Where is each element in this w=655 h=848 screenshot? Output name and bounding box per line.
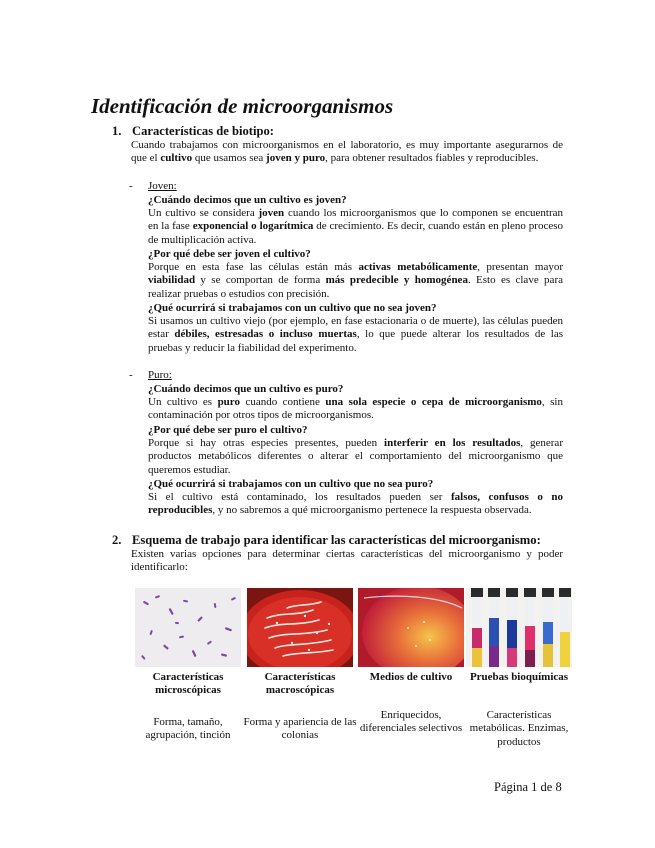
bullet-joven: - Joven:: [129, 180, 177, 192]
answer: Un cultivo se considera joven cuando los microorganismos que lo componen se encuentran en la fase exponencial o logarítmica de crecimiento. Es decir, cuando están en pleno proceso de multiplicación activa.: [148, 207, 564, 246]
question: ¿Por qué debe ser puro el cultivo?: [148, 424, 308, 436]
page-title: Identificación de microorganismos: [91, 94, 394, 118]
answer: Si usamos un cultivo viejo (por ejemplo, en fase estacionaria o de muerte), las células pueden estar débiles, estresadas o incluso muertas, lo que puede alterar los resultados de las pruebas y reducir la fiabilidad del experimento.: [148, 315, 563, 354]
section-1-number: 1.: [112, 124, 122, 138]
answer: Porque si hay otras especies presentes, pueden interferir en los resultados, generar productos metabólicos diferentes o alterar el comportamiento del microorganismo que queremos estudiar.: [148, 437, 563, 476]
section-1-heading: [112, 124, 274, 139]
biochemical-tubes-image: [466, 588, 572, 667]
question: ¿Cuándo decimos que un cultivo es puro?: [148, 383, 344, 395]
question: ¿Por qué debe ser joven el cultivo?: [148, 248, 311, 260]
answer: Un cultivo es puro cuando contiene una sola especie o cepa de microorganismo, sin contaminación por otros tipos de microorganismos.: [148, 396, 563, 422]
bullet-puro-label: Puro:: [148, 369, 172, 381]
card-description: Forma y apariencia de las colonias: [243, 716, 357, 742]
question: ¿Qué ocurrirá si trabajamos con un cultivo que no sea puro?: [148, 478, 434, 490]
question: ¿Qué ocurrirá si trabajamos con un cultivo que no sea joven?: [148, 302, 437, 314]
card-culture-media: [358, 588, 464, 735]
card-biochemical: [466, 588, 572, 748]
microscopy-stain-image: [135, 588, 241, 667]
section-2-heading: [112, 533, 541, 548]
card-description: Características metabólicas. Enzimas, productos: [469, 709, 569, 748]
section-2-number: 2.: [112, 533, 122, 547]
question: ¿Cuándo decimos que un cultivo es joven?: [148, 194, 347, 206]
page-number: Página 1 de 8: [494, 780, 562, 794]
bullet-puro: - Puro:: [129, 369, 172, 381]
card-description: Forma, tamaño, agrupación, tinción: [145, 716, 231, 742]
card-title: Características macroscópicas: [264, 671, 336, 697]
culture-media-plate-image: [358, 588, 464, 667]
section-1-intro: Cuando trabajamos con microorganismos en el laboratorio, es muy importante asegurarnos de que el cultivo que usamos sea joven y puro, para obtener resultados fiables y reproducibles.: [131, 139, 563, 165]
section-2-title: Esquema de trabajo para identificar las características del microorganismo:: [132, 533, 541, 547]
identification-cards: [135, 588, 567, 758]
card-macroscopic: [243, 588, 357, 742]
answer: Porque en esta fase las células están más activas metabólicamente, presentan mayor viabilidad y se comportan de forma más predecible y homogénea. Esto es clave para realizar pruebas o estudios con precisión.: [148, 261, 564, 300]
section-2-intro: Existen varias opciones para determinar ciertas características del microorganismo y poder identificarlo:: [131, 548, 563, 574]
card-title: Medios de cultivo: [369, 671, 453, 683]
card-description: Enriquecidos, diferenciales selectivos: [359, 709, 463, 735]
card-microscopic: [135, 588, 241, 742]
section-1-title: Características de biotipo:: [132, 124, 274, 138]
bullet-joven-label: Joven:: [148, 180, 177, 192]
answer: Si el cultivo está contaminado, los resultados pueden ser falsos, confusos o no reproducibles, y no sabremos a qué microorganismo pertenece la respuesta observada.: [148, 491, 563, 517]
card-title: Características microscópicas: [152, 671, 224, 697]
colonies-on-agar-image: [247, 588, 353, 667]
card-title: Pruebas bioquímicas: [469, 671, 569, 683]
